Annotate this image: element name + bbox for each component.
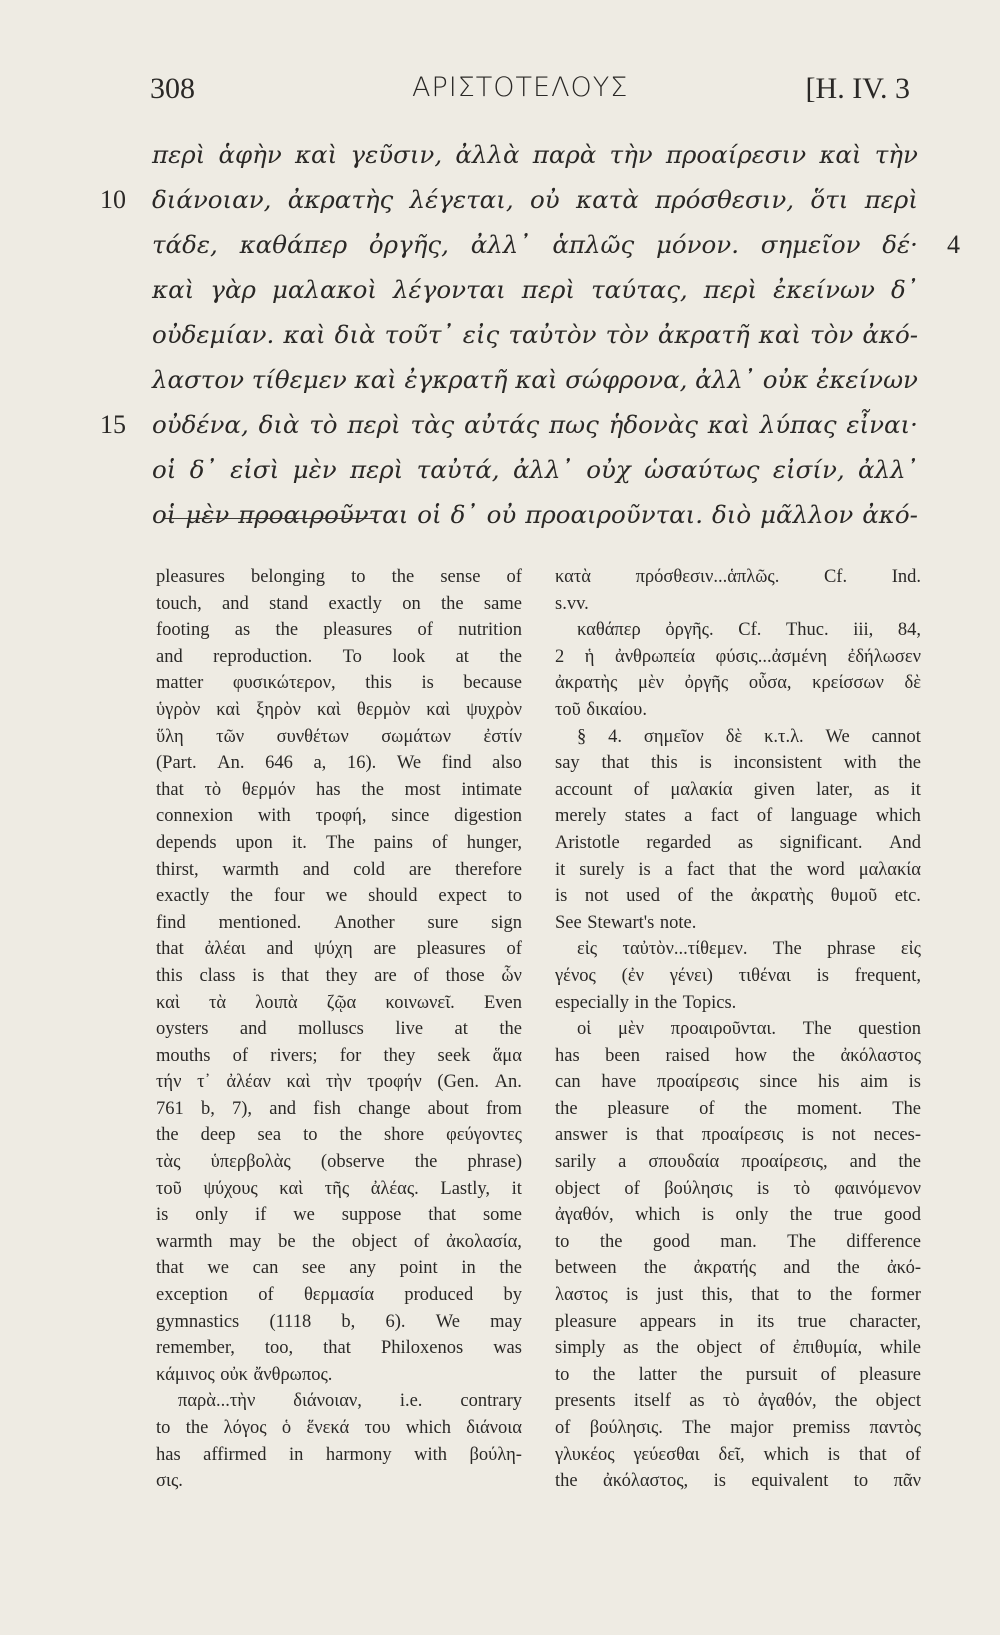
commentary-left-column	[156, 564, 522, 1495]
commentary-line: to the λόγος ὁ ἕνεκά του which διάνοια	[156, 1418, 522, 1438]
greek-main-text	[100, 132, 960, 537]
commentary-line: depends upon it. The pains of hunger,	[156, 832, 522, 853]
greek-line	[100, 132, 960, 177]
commentary-line: γένος (ἐν γένει) τιθέναι is frequent,	[555, 965, 921, 986]
commentary-line: footing as the pleasures of nutrition	[156, 620, 522, 641]
commentary-line: s.vv.	[555, 593, 589, 614]
commentary-line: simply as the object of ἐπιθυμία, while	[555, 1338, 921, 1359]
commentary-line: τὰς ὑπερβολὰς (observe the phrase)	[156, 1152, 522, 1173]
commentary-line: connexion with τροφή, since digestion	[156, 806, 522, 827]
commentary-line: especially in the Topics.	[555, 992, 737, 1013]
greek-line	[100, 492, 960, 537]
commentary-line: it surely is a fact that the word μαλακία	[555, 859, 921, 880]
commentary-line: § 4. σημεῖον δὲ κ.τ.λ. We cannot	[577, 726, 921, 747]
commentary-line: παρὰ...τὴν διάνοιαν, i.e. contrary	[178, 1391, 522, 1412]
greek-line-text: τάδε, καθάπερ ὀργῆς, ἀλλ᾽ ἁπλῶς μόνον. σημεῖον δέ·	[152, 230, 918, 259]
greek-line	[100, 222, 960, 267]
commentary-line: account of μαλακία given later, as it	[555, 779, 921, 800]
commentary-line: τοῦ δικαίου.	[555, 699, 647, 720]
commentary-line: say that this is inconsistent with the	[555, 753, 921, 774]
commentary-line: remember, too, that Philoxenos was	[156, 1338, 522, 1359]
commentary-line: (Part. An. 646 a, 16). We find also	[156, 753, 522, 774]
greek-line-text: καὶ γὰρ μαλακοὶ λέγονται περὶ ταύτας, περὶ ἐκείνων δ᾽	[152, 275, 918, 304]
commentary-line: ἀγαθόν, which is only the true good	[555, 1205, 921, 1226]
greek-line-text: περὶ ἁφὴν καὶ γεῦσιν, ἀλλὰ παρὰ τὴν προαίρεσιν καὶ τὴν	[152, 140, 918, 169]
commentary-line: Aristotle regarded as significant. And	[555, 832, 921, 853]
commentary-line: object of βούλησις is τὸ φαινόμενον	[555, 1178, 921, 1199]
commentary-line: the deep sea to the shore φεύγοντες	[156, 1125, 522, 1146]
commentary-line: that we can see any point in the	[156, 1258, 522, 1279]
commentary-line: καθάπερ ὀργῆς. Cf. Thuc. iii, 84,	[577, 620, 921, 641]
commentary-line: to the latter the pursuit of pleasure	[555, 1364, 921, 1385]
commentary-line: See Stewart's note.	[555, 912, 697, 933]
commentary-line: pleasure appears in its true character,	[555, 1311, 921, 1332]
commentary-line: of βούλησις. The major premiss παντὸς	[555, 1418, 921, 1438]
commentary-line: λαστος is just this, that to the former	[555, 1285, 921, 1306]
commentary-line: thirst, warmth and cold are therefore	[156, 859, 522, 880]
commentary-line: answer is that προαίρεσις is not neces-	[555, 1125, 921, 1146]
greek-line-text: οὐδένα, διὰ τὸ περὶ τὰς αὐτάς πως ἡδονὰς καὶ λύπας εἶναι·	[152, 410, 918, 439]
line-number: 10	[100, 185, 126, 214]
commentary-line: that τὸ θερμόν has the most intimate	[156, 779, 522, 800]
running-title: ΑΡΙΣΤΟΤΕΛΟΥΣ	[412, 72, 629, 103]
commentary-line: has been raised how the ἀκόλαστος	[555, 1045, 921, 1066]
commentary-line: between the ἀκρατής and the ἀκό-	[555, 1258, 921, 1279]
commentary-line: τοῦ ψύχους καὶ τῆς ἀλέας. Lastly, it	[156, 1178, 522, 1199]
commentary-line: can have προαίρεσις since his aim is	[555, 1072, 921, 1093]
section-reference: [H. IV. 3	[805, 72, 910, 105]
commentary-line: τήν τ᾽ ἀλέαν καὶ τὴν τροφήν (Gen. An.	[156, 1072, 522, 1093]
commentary-line: γλυκέος γεύεσθαι δεῖ, which is that of	[555, 1444, 921, 1465]
footnote-rule	[163, 518, 375, 519]
commentary-line: exactly the four we should expect to	[156, 886, 522, 907]
commentary-line: is not used of the ἀκρατὴς θυμοῦ etc.	[555, 886, 921, 907]
commentary-line: εἰς ταὐτὸν...τίθεμεν. The phrase εἰς	[577, 939, 921, 960]
commentary-line: warmth may be the object of ἀκολασία,	[156, 1231, 522, 1252]
commentary-line: ὕλη τῶν συνθέτων σωμάτων ἐστίν	[156, 726, 522, 747]
commentary-line: gymnastics (1118 b, 6). We may	[156, 1311, 522, 1332]
greek-line	[100, 267, 960, 312]
greek-line	[100, 177, 960, 222]
commentary-line: to the good man. The difference	[555, 1231, 921, 1252]
commentary-line: οἱ μὲν προαιροῦνται. The question	[577, 1019, 921, 1040]
commentary-line: is only if we suppose that some	[156, 1205, 522, 1226]
greek-line	[100, 312, 960, 357]
greek-line-text: οἱ δ᾽ εἰσὶ μὲν περὶ ταὐτά, ἀλλ᾽ οὐχ ὡσαύτως εἰσίν, ἀλλ᾽	[152, 455, 918, 484]
commentary-line: touch, and stand exactly on the same	[156, 593, 522, 614]
commentary-line: 761 b, 7), and fish change about from	[156, 1098, 522, 1119]
section-margin-number: 4	[947, 230, 960, 259]
commentary-line: presents itself as τὸ ἀγαθόν, the object	[555, 1391, 921, 1412]
commentary-line: ὑγρὸν καὶ ξηρὸν καὶ θερμὸν καὶ ψυχρὸν	[156, 699, 522, 720]
commentary-line: κατὰ πρόσθεσιν...ἁπλῶς. Cf. Ind.	[555, 567, 921, 587]
commentary-line: oysters and molluscs live at the	[156, 1019, 522, 1040]
commentary-line: this class is that they are of those ὧν	[156, 965, 522, 986]
line-number: 15	[100, 410, 126, 439]
commentary-line: find mentioned. Another sure sign	[156, 912, 522, 933]
page-number: 308	[150, 72, 195, 105]
greek-line-text: οὐδεμίαν. καὶ διὰ τοῦτ᾽ εἰς ταὐτὸν τὸν ἀκρατῆ καὶ τὸν ἀκό-	[152, 320, 918, 349]
commentary-line: exception of θερμασία produced by	[156, 1285, 522, 1306]
greek-line-text: οἱ μὲν προαιροῦνται οἱ δ᾽ οὐ προαιροῦνται. διὸ μᾶλλον ἀκό-	[152, 500, 918, 529]
page-header	[150, 72, 910, 112]
commentary-line: 2 ἡ ἀνθρωπεία φύσις...ἀσμένη ἐδήλωσεν	[555, 646, 921, 667]
greek-line	[100, 357, 960, 402]
commentary-line: that ἀλέαι and ψύχη are pleasures of	[156, 939, 522, 960]
greek-line	[100, 447, 960, 492]
commentary-line: mouths of rivers; for they seek ἅμα	[156, 1045, 522, 1066]
greek-line-text: λαστον τίθεμεν καὶ ἐγκρατῆ καὶ σώφρονα, ἀλλ᾽ οὐκ ἐκείνων	[152, 365, 918, 394]
commentary-line: ἀκρατὴς μὲν ὀργῆς οὖσα, κρείσσων δὲ	[555, 673, 921, 694]
commentary-line: pleasures belonging to the sense of	[156, 567, 522, 587]
commentary-line: matter φυσικώτερον, this is because	[156, 673, 522, 694]
commentary-line: the ἀκόλαστος, is equivalent to πᾶν	[555, 1471, 921, 1492]
commentary-line: καὶ τὰ λοιπὰ ζῷα κοινωνεῖ. Even	[156, 992, 522, 1013]
commentary-line: sarily a σπουδαία προαίρεσις, and the	[555, 1152, 921, 1173]
greek-line	[100, 402, 960, 447]
commentary-line: κάμινος οὐκ ἄνθρωπος.	[156, 1364, 333, 1385]
commentary-line: merely states a fact of language which	[555, 806, 921, 827]
greek-line-text: διάνοιαν, ἀκρατὴς λέγεται, οὐ κατὰ πρόσθεσιν, ὅτι περὶ	[152, 185, 918, 214]
commentary-line: has affirmed in harmony with βούλη-	[156, 1444, 522, 1465]
commentary-line: and reproduction. To look at the	[156, 646, 522, 667]
commentary-line: the pleasure of the moment. The	[555, 1098, 921, 1119]
commentary-line: σις.	[156, 1471, 183, 1492]
commentary-right-column	[555, 564, 921, 1495]
